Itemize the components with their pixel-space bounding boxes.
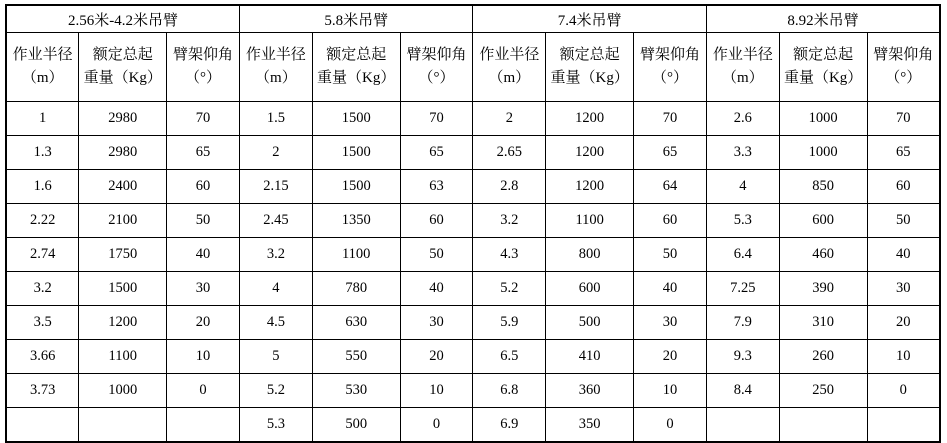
radius-value-cell: 3.73 <box>6 374 79 408</box>
weight-value-cell: 2980 <box>79 136 167 170</box>
angle-value-cell: 10 <box>400 374 473 408</box>
angle-value-cell: 63 <box>400 170 473 204</box>
radius-value-cell: 3.5 <box>6 306 79 340</box>
angle-value-cell: 60 <box>867 170 940 204</box>
angle-value-cell: 50 <box>400 238 473 272</box>
angle-value-cell: 50 <box>867 204 940 238</box>
angle-value-cell: 65 <box>867 136 940 170</box>
column-header-radius-line: （m） <box>21 70 64 86</box>
angle-value-cell: 50 <box>634 238 707 272</box>
weight-value-cell: 1100 <box>546 204 634 238</box>
radius-value-cell <box>6 408 79 443</box>
angle-value-cell <box>167 408 240 443</box>
boom-group-title: 8.92米吊臂 <box>706 5 940 33</box>
column-header-radius <box>6 33 79 102</box>
radius-value-cell: 6.4 <box>706 238 779 272</box>
angle-value-cell: 50 <box>167 204 240 238</box>
radius-value-cell: 1.6 <box>6 170 79 204</box>
angle-value-cell: 70 <box>167 102 240 136</box>
radius-value-cell: 3.2 <box>6 272 79 306</box>
weight-value-cell: 310 <box>779 306 867 340</box>
weight-value-cell: 1350 <box>312 204 400 238</box>
weight-value-cell: 780 <box>312 272 400 306</box>
column-header-angle-line: 臂架仰角 <box>639 46 700 63</box>
weight-value-cell: 600 <box>546 272 634 306</box>
radius-value-cell <box>706 408 779 443</box>
column-header-angle <box>634 33 707 102</box>
angle-value-cell: 20 <box>867 306 940 340</box>
column-header-radius-line: 作业半径 <box>12 46 73 63</box>
angle-value-cell: 70 <box>400 102 473 136</box>
weight-value-cell: 390 <box>779 272 867 306</box>
angle-value-cell: 30 <box>867 272 940 306</box>
radius-value-cell: 4 <box>239 272 312 306</box>
weight-value-cell: 1100 <box>312 238 400 272</box>
weight-value-cell: 600 <box>779 204 867 238</box>
radius-value-cell: 2.8 <box>473 170 546 204</box>
table-row <box>6 306 940 340</box>
table-header <box>6 5 940 102</box>
angle-value-cell: 70 <box>634 102 707 136</box>
radius-value-cell: 7.25 <box>706 272 779 306</box>
weight-value-cell: 630 <box>312 306 400 340</box>
column-header-angle-line: （°） <box>418 70 455 86</box>
radius-value-cell: 1 <box>6 102 79 136</box>
radius-value-cell: 3.66 <box>6 340 79 374</box>
weight-value-cell: 850 <box>779 170 867 204</box>
angle-value-cell: 60 <box>400 204 473 238</box>
angle-value-cell: 40 <box>167 238 240 272</box>
column-header-angle <box>167 33 240 102</box>
column-header-radius <box>706 33 779 102</box>
column-header-radius-line: 作业半径 <box>712 46 773 63</box>
weight-value-cell: 250 <box>779 374 867 408</box>
radius-value-cell: 1.3 <box>6 136 79 170</box>
weight-value-cell: 1200 <box>546 102 634 136</box>
radius-value-cell: 3.2 <box>239 238 312 272</box>
table-row <box>6 340 940 374</box>
angle-value-cell: 65 <box>400 136 473 170</box>
radius-value-cell: 3.3 <box>706 136 779 170</box>
radius-value-cell: 2.22 <box>6 204 79 238</box>
column-header-weight-line: 重量（Kg） <box>783 70 863 86</box>
angle-value-cell <box>867 408 940 443</box>
weight-value-cell <box>779 408 867 443</box>
table-row <box>6 170 940 204</box>
weight-value-cell: 1750 <box>79 238 167 272</box>
radius-value-cell: 4.5 <box>239 306 312 340</box>
column-header-angle-line: （°） <box>885 70 922 86</box>
column-header-radius-line: 作业半径 <box>479 46 540 63</box>
weight-value-cell: 530 <box>312 374 400 408</box>
boom-group-title: 7.4米吊臂 <box>473 5 706 33</box>
radius-value-cell: 4 <box>706 170 779 204</box>
weight-value-cell: 500 <box>312 408 400 443</box>
angle-value-cell: 10 <box>634 374 707 408</box>
angle-value-cell: 10 <box>867 340 940 374</box>
weight-value-cell: 1000 <box>79 374 167 408</box>
column-header-weight-line: 重量（Kg） <box>550 70 629 86</box>
radius-value-cell: 2.6 <box>706 102 779 136</box>
angle-value-cell: 40 <box>400 272 473 306</box>
radius-value-cell: 5.9 <box>473 306 546 340</box>
column-header-weight <box>779 33 867 102</box>
radius-value-cell: 6.9 <box>473 408 546 443</box>
radius-value-cell: 9.3 <box>706 340 779 374</box>
weight-value-cell: 360 <box>546 374 634 408</box>
angle-value-cell: 60 <box>167 170 240 204</box>
column-header-weight-line: 额定总起 <box>559 46 620 63</box>
weight-value-cell: 460 <box>779 238 867 272</box>
weight-value-cell: 1000 <box>779 102 867 136</box>
weight-value-cell: 800 <box>546 238 634 272</box>
column-header-radius-line: （m） <box>488 70 531 86</box>
column-header-angle-line: 臂架仰角 <box>173 46 234 63</box>
angle-value-cell: 20 <box>400 340 473 374</box>
column-header-angle-line: 臂架仰角 <box>406 46 467 63</box>
radius-value-cell: 7.9 <box>706 306 779 340</box>
table-row <box>6 374 940 408</box>
weight-value-cell: 1000 <box>779 136 867 170</box>
radius-value-cell: 2 <box>239 136 312 170</box>
column-header-angle-line: （°） <box>651 70 688 86</box>
angle-value-cell: 30 <box>167 272 240 306</box>
weight-value-cell: 260 <box>779 340 867 374</box>
weight-value-cell: 1500 <box>312 102 400 136</box>
column-header-angle <box>867 33 940 102</box>
column-header-weight-line: 重量（Kg） <box>83 70 162 86</box>
boom-group-title: 5.8米吊臂 <box>239 5 472 33</box>
angle-value-cell: 64 <box>634 170 707 204</box>
table-row <box>6 408 940 443</box>
column-header-weight <box>546 33 634 102</box>
radius-value-cell: 2.45 <box>239 204 312 238</box>
angle-value-cell: 40 <box>867 238 940 272</box>
angle-value-cell: 0 <box>867 374 940 408</box>
weight-value-cell: 1500 <box>312 170 400 204</box>
column-header-radius-line: （m） <box>255 70 297 86</box>
weight-value-cell: 2980 <box>79 102 167 136</box>
weight-value-cell: 1500 <box>312 136 400 170</box>
angle-value-cell: 40 <box>634 272 707 306</box>
weight-value-cell: 500 <box>546 306 634 340</box>
radius-value-cell: 6.5 <box>473 340 546 374</box>
column-header-angle-line: （°） <box>185 70 222 86</box>
table-row <box>6 136 940 170</box>
column-header-angle-line: 臂架仰角 <box>873 46 934 63</box>
column-header-radius-line: （m） <box>721 70 764 86</box>
angle-value-cell: 0 <box>400 408 473 443</box>
weight-value-cell: 2100 <box>79 204 167 238</box>
angle-value-cell: 30 <box>400 306 473 340</box>
radius-value-cell: 5.2 <box>473 272 546 306</box>
radius-value-cell: 5.3 <box>706 204 779 238</box>
radius-value-cell: 5.2 <box>239 374 312 408</box>
radius-value-cell: 2.74 <box>6 238 79 272</box>
boom-group-title: 2.56米-4.2米吊臂 <box>6 5 239 33</box>
angle-value-cell: 65 <box>634 136 707 170</box>
angle-value-cell: 30 <box>634 306 707 340</box>
radius-value-cell: 1.5 <box>239 102 312 136</box>
radius-value-cell: 5 <box>239 340 312 374</box>
radius-value-cell: 8.4 <box>706 374 779 408</box>
table-row <box>6 272 940 306</box>
column-header-weight-line: 重量（Kg） <box>317 70 396 86</box>
angle-value-cell: 20 <box>167 306 240 340</box>
weight-value-cell: 1200 <box>546 170 634 204</box>
radius-value-cell: 5.3 <box>239 408 312 443</box>
radius-value-cell: 6.8 <box>473 374 546 408</box>
angle-value-cell: 0 <box>634 408 707 443</box>
column-header-weight-line: 额定总起 <box>793 46 854 63</box>
column-header-weight-line: 额定总起 <box>326 46 387 63</box>
weight-value-cell: 1100 <box>79 340 167 374</box>
radius-value-cell: 4.3 <box>473 238 546 272</box>
column-header-radius-line: 作业半径 <box>245 46 306 63</box>
table-row <box>6 238 940 272</box>
weight-value-cell: 1200 <box>546 136 634 170</box>
column-header-weight <box>312 33 400 102</box>
table-row <box>6 204 940 238</box>
angle-value-cell: 0 <box>167 374 240 408</box>
angle-value-cell: 20 <box>634 340 707 374</box>
weight-value-cell: 1500 <box>79 272 167 306</box>
angle-value-cell: 70 <box>867 102 940 136</box>
column-header-row <box>6 33 940 102</box>
weight-value-cell: 1200 <box>79 306 167 340</box>
column-header-weight-line: 额定总起 <box>92 46 153 63</box>
radius-value-cell: 2 <box>473 102 546 136</box>
angle-value-cell: 60 <box>634 204 707 238</box>
radius-value-cell: 3.2 <box>473 204 546 238</box>
radius-value-cell: 2.15 <box>239 170 312 204</box>
column-header-radius <box>239 33 312 102</box>
boom-group-title-row <box>6 5 940 33</box>
weight-value-cell: 350 <box>546 408 634 443</box>
table-row <box>6 102 940 136</box>
angle-value-cell: 65 <box>167 136 240 170</box>
column-header-weight <box>79 33 167 102</box>
column-header-radius <box>473 33 546 102</box>
weight-value-cell: 2400 <box>79 170 167 204</box>
weight-value-cell: 410 <box>546 340 634 374</box>
weight-value-cell: 550 <box>312 340 400 374</box>
radius-value-cell: 2.65 <box>473 136 546 170</box>
column-header-angle <box>400 33 473 102</box>
crane-load-chart-table <box>5 4 941 443</box>
weight-value-cell <box>79 408 167 443</box>
table-body <box>6 102 940 443</box>
angle-value-cell: 10 <box>167 340 240 374</box>
